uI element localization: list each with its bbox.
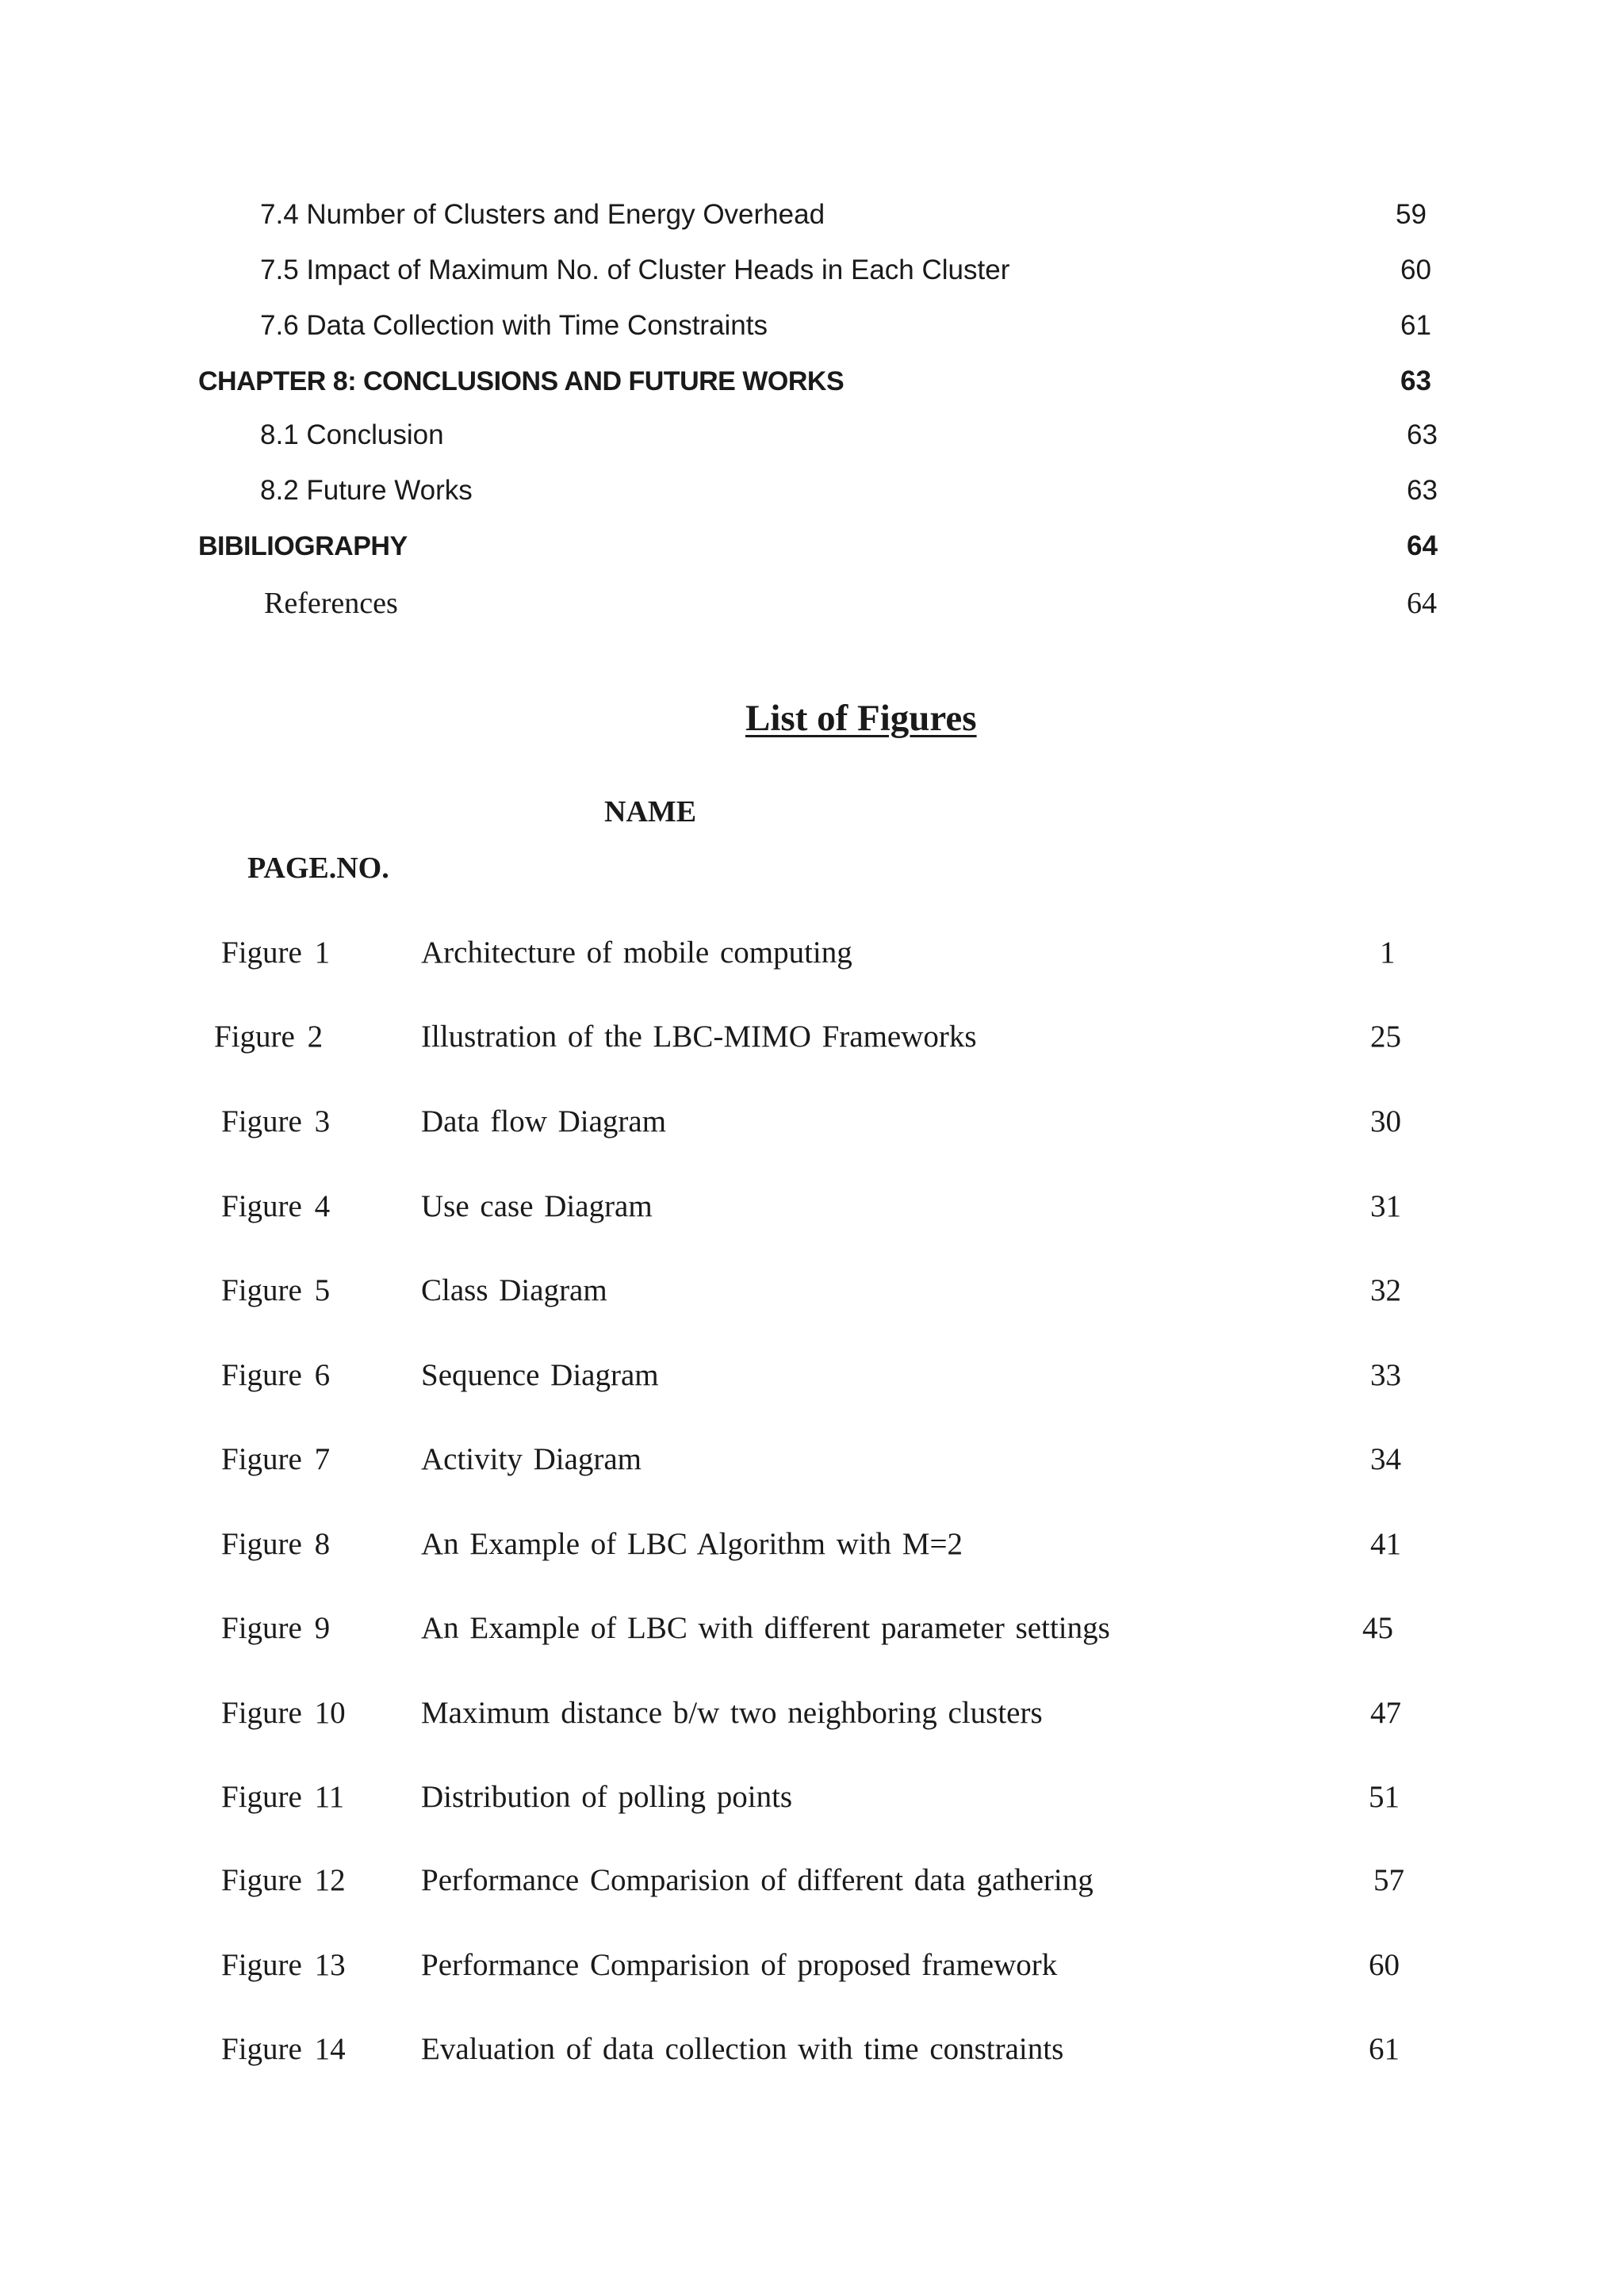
toc-entry <box>0 251 1624 290</box>
figure-page: 51 <box>1369 1780 1400 1814</box>
figure-page: 31 <box>1370 1189 1401 1223</box>
toc-entry-page: 61 <box>1400 310 1431 341</box>
toc-chapter-title: BIBILIOGRAPHY <box>198 531 408 561</box>
toc-entry <box>0 195 1624 235</box>
figure-label: Figure 6 <box>221 1358 331 1392</box>
figure-row <box>0 1605 1624 1652</box>
figure-page: 47 <box>1370 1696 1401 1730</box>
toc-entry-page: 60 <box>1400 254 1431 285</box>
figure-page: 41 <box>1370 1527 1401 1561</box>
figure-row <box>0 1352 1624 1399</box>
figure-row <box>0 1774 1624 1821</box>
figure-name: Data flow Diagram <box>421 1104 667 1138</box>
figure-label: Figure 14 <box>221 2032 346 2066</box>
figure-page: 57 <box>1373 1863 1404 1897</box>
figure-label: Figure 7 <box>221 1442 331 1476</box>
figure-name: Class Diagram <box>421 1273 607 1307</box>
toc-entry-title: 8.1 Conclusion <box>260 419 444 450</box>
figure-row <box>0 1267 1624 1314</box>
figure-name: Maximum distance b/w two neighboring clusters <box>421 1696 1043 1730</box>
toc-entry-page: 64 <box>1407 587 1437 620</box>
figure-row <box>0 1689 1624 1737</box>
figure-label: Figure 5 <box>221 1273 331 1307</box>
toc-chapter <box>0 362 1624 401</box>
toc-entry-page: 63 <box>1407 475 1438 506</box>
figure-name: Distribution of polling points <box>421 1780 793 1814</box>
list-of-figures-title <box>0 695 1624 742</box>
figure-name: Use case Diagram <box>421 1189 653 1223</box>
toc-entry <box>0 584 1624 623</box>
toc-chapter-page: 64 <box>1407 530 1438 561</box>
figure-page: 33 <box>1370 1358 1401 1392</box>
page-column-header: PAGE.NO. <box>247 851 389 885</box>
figure-label: Figure 13 <box>221 1948 346 1982</box>
figure-label: Figure 8 <box>221 1527 331 1561</box>
figure-label: Figure 9 <box>221 1611 331 1645</box>
figure-label: Figure 10 <box>221 1696 346 1730</box>
toc-entry-title: References <box>264 587 398 620</box>
toc-entry <box>0 415 1624 455</box>
figure-row <box>0 1436 1624 1483</box>
toc-entry-page: 59 <box>1396 199 1427 230</box>
figure-name: Evaluation of data collection with time constraints <box>421 2032 1064 2066</box>
toc-entry-title: 7.4 Number of Clusters and Energy Overhead <box>260 199 825 230</box>
toc-entry-title: 8.2 Future Works <box>260 475 473 506</box>
figure-row <box>0 929 1624 977</box>
figure-name: An Example of LBC Algorithm with M=2 <box>421 1527 963 1561</box>
figure-row <box>0 1857 1624 1904</box>
figure-page: 60 <box>1369 1948 1400 1982</box>
figure-label: Figure 2 <box>214 1020 324 1054</box>
toc-entry-title: 7.5 Impact of Maximum No. of Cluster Heads in Each Cluster <box>260 254 1010 285</box>
toc-chapter-page: 63 <box>1400 365 1431 396</box>
toc-entry <box>0 306 1624 346</box>
figure-label: Figure 12 <box>221 1863 346 1897</box>
figure-name: Activity Diagram <box>421 1442 642 1476</box>
figure-label: Figure 3 <box>221 1104 331 1138</box>
figure-name: Architecture of mobile computing <box>421 936 852 970</box>
figure-name: Performance Comparision of proposed framework <box>421 1948 1058 1982</box>
figure-page: 61 <box>1369 2032 1400 2066</box>
figure-label: Figure 1 <box>221 936 331 970</box>
figure-name: Illustration of the LBC-MIMO Frameworks <box>421 1020 977 1054</box>
figure-row <box>0 1521 1624 1568</box>
figure-row <box>0 1183 1624 1230</box>
toc-chapter-title: CHAPTER 8: CONCLUSIONS AND FUTURE WORKS <box>198 366 845 396</box>
figure-page: 30 <box>1370 1104 1401 1138</box>
figure-label: Figure 4 <box>221 1189 331 1223</box>
figure-name: An Example of LBC with different parameter settings <box>421 1611 1110 1645</box>
toc-entry-page: 63 <box>1407 419 1438 450</box>
figure-name: Sequence Diagram <box>421 1358 659 1392</box>
figure-label: Figure 11 <box>221 1780 345 1814</box>
toc-entry-title: 7.6 Data Collection with Time Constraints <box>260 310 768 341</box>
figure-page: 34 <box>1370 1442 1401 1476</box>
figure-page: 32 <box>1370 1273 1401 1307</box>
figure-page: 1 <box>1380 936 1396 970</box>
figure-row <box>0 1098 1624 1146</box>
figure-page: 45 <box>1362 1611 1393 1645</box>
toc-chapter <box>0 526 1624 566</box>
figure-row <box>0 2026 1624 2073</box>
name-column-header: NAME <box>604 795 697 828</box>
figure-row <box>0 1942 1624 1989</box>
figure-name: Performance Comparision of different data gathering <box>421 1863 1094 1897</box>
toc-entry <box>0 471 1624 511</box>
list-of-figures-title-text: List of Figures <box>745 698 977 739</box>
figure-row <box>0 1013 1624 1061</box>
figure-page: 25 <box>1370 1020 1401 1054</box>
